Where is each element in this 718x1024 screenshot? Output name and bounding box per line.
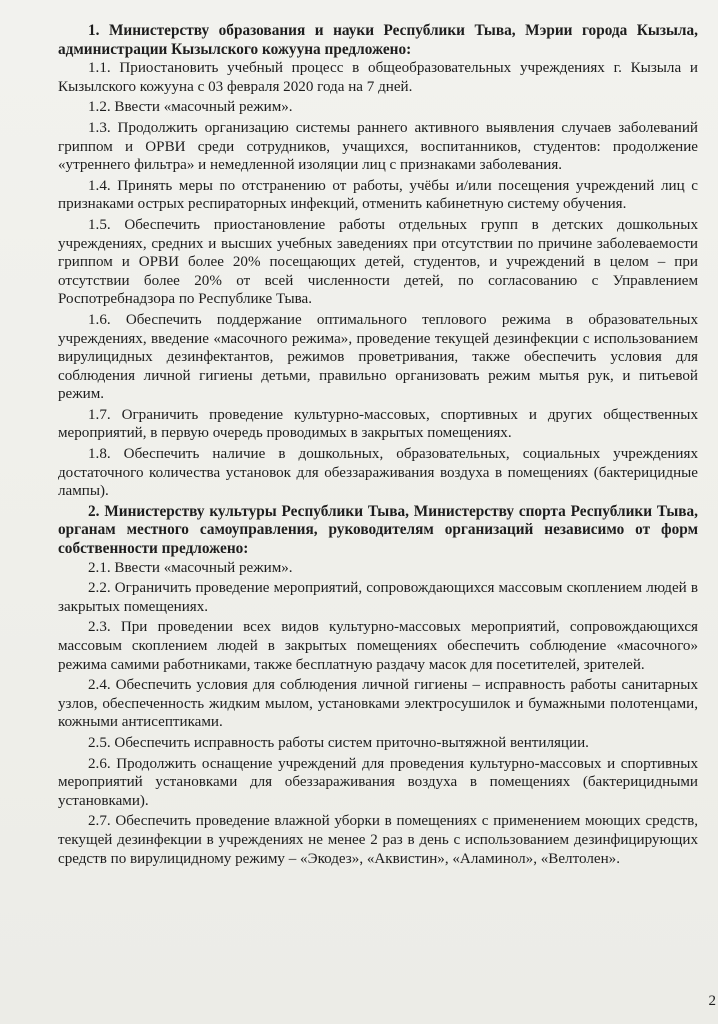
item-2-3: 2.3. При проведении всех видов культурно-массовых мероприятий, сопровождающихся массовым скоплением людей в закрытых помещениях обеспечить соблюдение «масочного» режима самими работниками, также бесплатную раздачу масок для посетителей, зрителей.: [58, 619, 698, 673]
item-1-6: 1.6. Обеспечить поддержание оптимального теплового режима в образовательных учреждениях, введение «масочного режима», проведение текущей дезинфекции с использованием вирулицидных дезинфектантов, режимов проветривания, также обеспечить условия для соблюдения личной гигиены детьми, правильно организовать режим мытья рук, и питьевой режим.: [58, 311, 698, 403]
item-1-4: 1.4. Принять меры по отстранению от работы, учёбы и/или посещения учреждений лиц с признаками острых респираторных инфекций, отменить кабинетную систему обучения.: [58, 177, 698, 213]
item-1-1: 1.1. Приостановить учебный процесс в общеобразовательных учреждениях г. Кызыла и Кызылского кожууна с 03 февраля 2020 года на 7 дней.: [58, 60, 698, 95]
item-2-7: 2.7. Обеспечить проведение влажной уборки в помещениях с применением моющих средств, текущей дезинфекции в учреждениях не менее 2 раз в день с использованием дезинфицирующих средств по вирулицидному режиму – «Экодез», «Аквистин», «Аламинол», «Велтолен».: [58, 813, 698, 867]
document-body: [58, 22, 698, 868]
item-2-4: 2.4. Обеспечить условия для соблюдения личной гигиены – исправность работы санитарных узлов, обеспеченность жидким мылом, установками электросушилок и бумажными полотенцами, кожными антисептиками.: [58, 677, 698, 731]
item-2-1: 2.1. Ввести «масочный режим».: [88, 559, 293, 576]
item-1-5: 1.5. Обеспечить приостановление работы отдельных групп в детских дошкольных учреждениях, средних и высших учебных заведениях при отсутствии по причине заболеваемости гриппом и ОРВИ более 20% посещающих детей, студентов, и учреждений в целом – при отсутствии более 20% от всей численности детей, по согласованию с Управлением Роспотребнадзора по Республике Тыва.: [58, 216, 698, 308]
page-number: 2: [708, 993, 716, 1009]
section-1-heading: 1. Министерству образования и науки Республики Тыва, Мэрии города Кызыла, администрации Кызылского кожууна предложено:: [58, 22, 698, 58]
item-2-6: 2.6. Продолжить оснащение учреждений для проведения культурно-массовых и спортивных мероприятий установками для обеззараживания воздуха в помещениях (бактерицидными установками).: [58, 755, 698, 809]
section-2-heading: 2. Министерству культуры Республики Тыва, Министерству спорта Республики Тыва, органам местного самоуправления, руководителям организаций независимо от форм собственности предложено:: [58, 502, 698, 558]
item-1-7: 1.7. Ограничить проведение культурно-массовых, спортивных и других общественных мероприятий, в первую очередь проводимых в закрытых помещениях.: [58, 406, 698, 442]
item-2-2: 2.2. Ограничить проведение мероприятий, сопровождающихся массовым скоплением людей в закрытых помещениях.: [58, 580, 698, 615]
item-1-8: 1.8. Обеспечить наличие в дошкольных, образовательных, социальных учреждениях достаточного количества установок для обеззараживания воздуха в помещениях (бактерицидные лампы).: [58, 446, 698, 500]
item-2-5: 2.5. Обеспечить исправность работы систем приточно-вытяжной вентиляции.: [88, 734, 589, 751]
item-1-3: 1.3. Продолжить организацию системы раннего активного выявления случаев заболеваний гриппом и ОРВИ среди сотрудников, учащихся, воспитанников, студентов: продолжение «утреннего фильтра» и немедленной изоляции лиц с признаками заболевания.: [58, 119, 698, 174]
item-1-2: 1.2. Ввести «масочный режим».: [88, 99, 293, 116]
